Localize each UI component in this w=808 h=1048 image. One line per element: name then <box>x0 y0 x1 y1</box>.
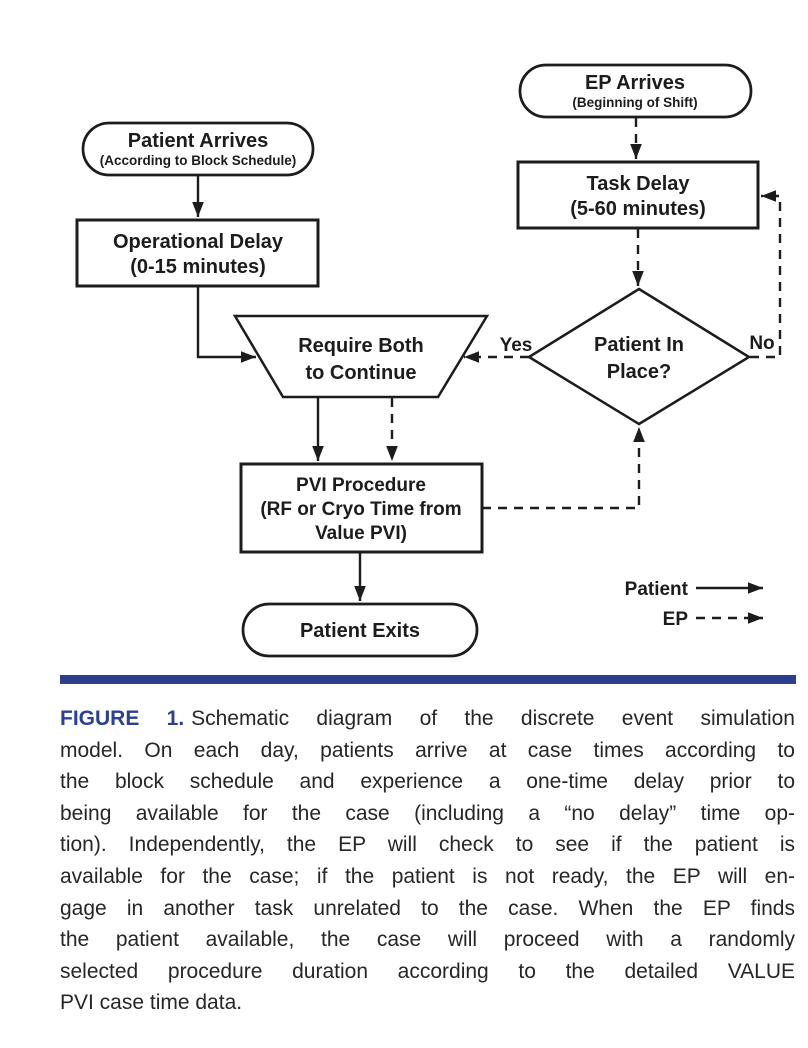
caption-line-4: being available for the case (including a “no delay” time op- <box>60 801 795 825</box>
caption-line-2: model. On each day, patients arrive at case times according to <box>60 738 795 762</box>
node-pvi-procedure-line3: Value PVI) <box>315 523 407 544</box>
caption-line-8: the patient available, the case will proceed with a randomly <box>60 928 795 952</box>
caption-line-5: tion). Independently, the EP will check to see if the patient is <box>60 833 795 857</box>
figure-number-label: FIGURE 1. <box>60 707 185 730</box>
label-no: No <box>749 333 775 354</box>
figure-separator <box>60 675 796 684</box>
node-task-delay-subtitle: (5-60 minutes) <box>570 198 706 220</box>
node-patient-exits-title: Patient Exits <box>299 620 421 642</box>
caption-line-3: the block schedule and experience a one-time delay prior to <box>60 770 795 794</box>
arrow-pvi-to-patient-in-place <box>482 427 639 508</box>
node-pvi-procedure-line1: PVI Procedure <box>296 475 426 496</box>
node-patient-arrives-title: Patient Arrives <box>127 130 269 152</box>
legend-ep-label: EP <box>662 609 688 630</box>
caption-line-9: selected procedure duration according to the detailed VALUE <box>60 959 795 983</box>
node-patient-in-place-line1: Patient In <box>593 334 685 356</box>
node-pvi-procedure-line2: (RF or Cryo Time from <box>260 499 462 520</box>
node-require-both-line1: Require Both <box>298 335 424 357</box>
node-operational-delay-subtitle: (0-15 minutes) <box>130 256 266 278</box>
caption-line-7: gage in another task unrelated to the case. When the EP finds <box>60 896 795 920</box>
caption-line-6: available for the case; if the patient is not ready, the EP will en- <box>60 864 795 888</box>
caption-line-1-text: Schematic diagram of the discrete event simulation <box>191 707 795 730</box>
node-operational-delay-title: Operational Delay <box>112 231 284 253</box>
node-require-both-line2: to Continue <box>305 362 417 384</box>
caption-line-10: PVI case time data. <box>60 991 243 1015</box>
label-yes: Yes <box>499 335 533 356</box>
node-ep-arrives-title: EP Arrives <box>584 72 686 94</box>
node-patient-arrives-subtitle: (According to Block Schedule) <box>99 153 297 168</box>
node-task-delay-title: Task Delay <box>586 173 690 195</box>
legend-patient-label: Patient <box>624 579 688 600</box>
figure-caption <box>60 703 795 1019</box>
node-patient-in-place-line2: Place? <box>606 361 672 383</box>
node-ep-arrives-subtitle: (Beginning of Shift) <box>572 95 698 110</box>
legend <box>625 579 763 630</box>
node-patient-in-place <box>529 289 749 424</box>
caption-line-1 <box>60 703 795 735</box>
